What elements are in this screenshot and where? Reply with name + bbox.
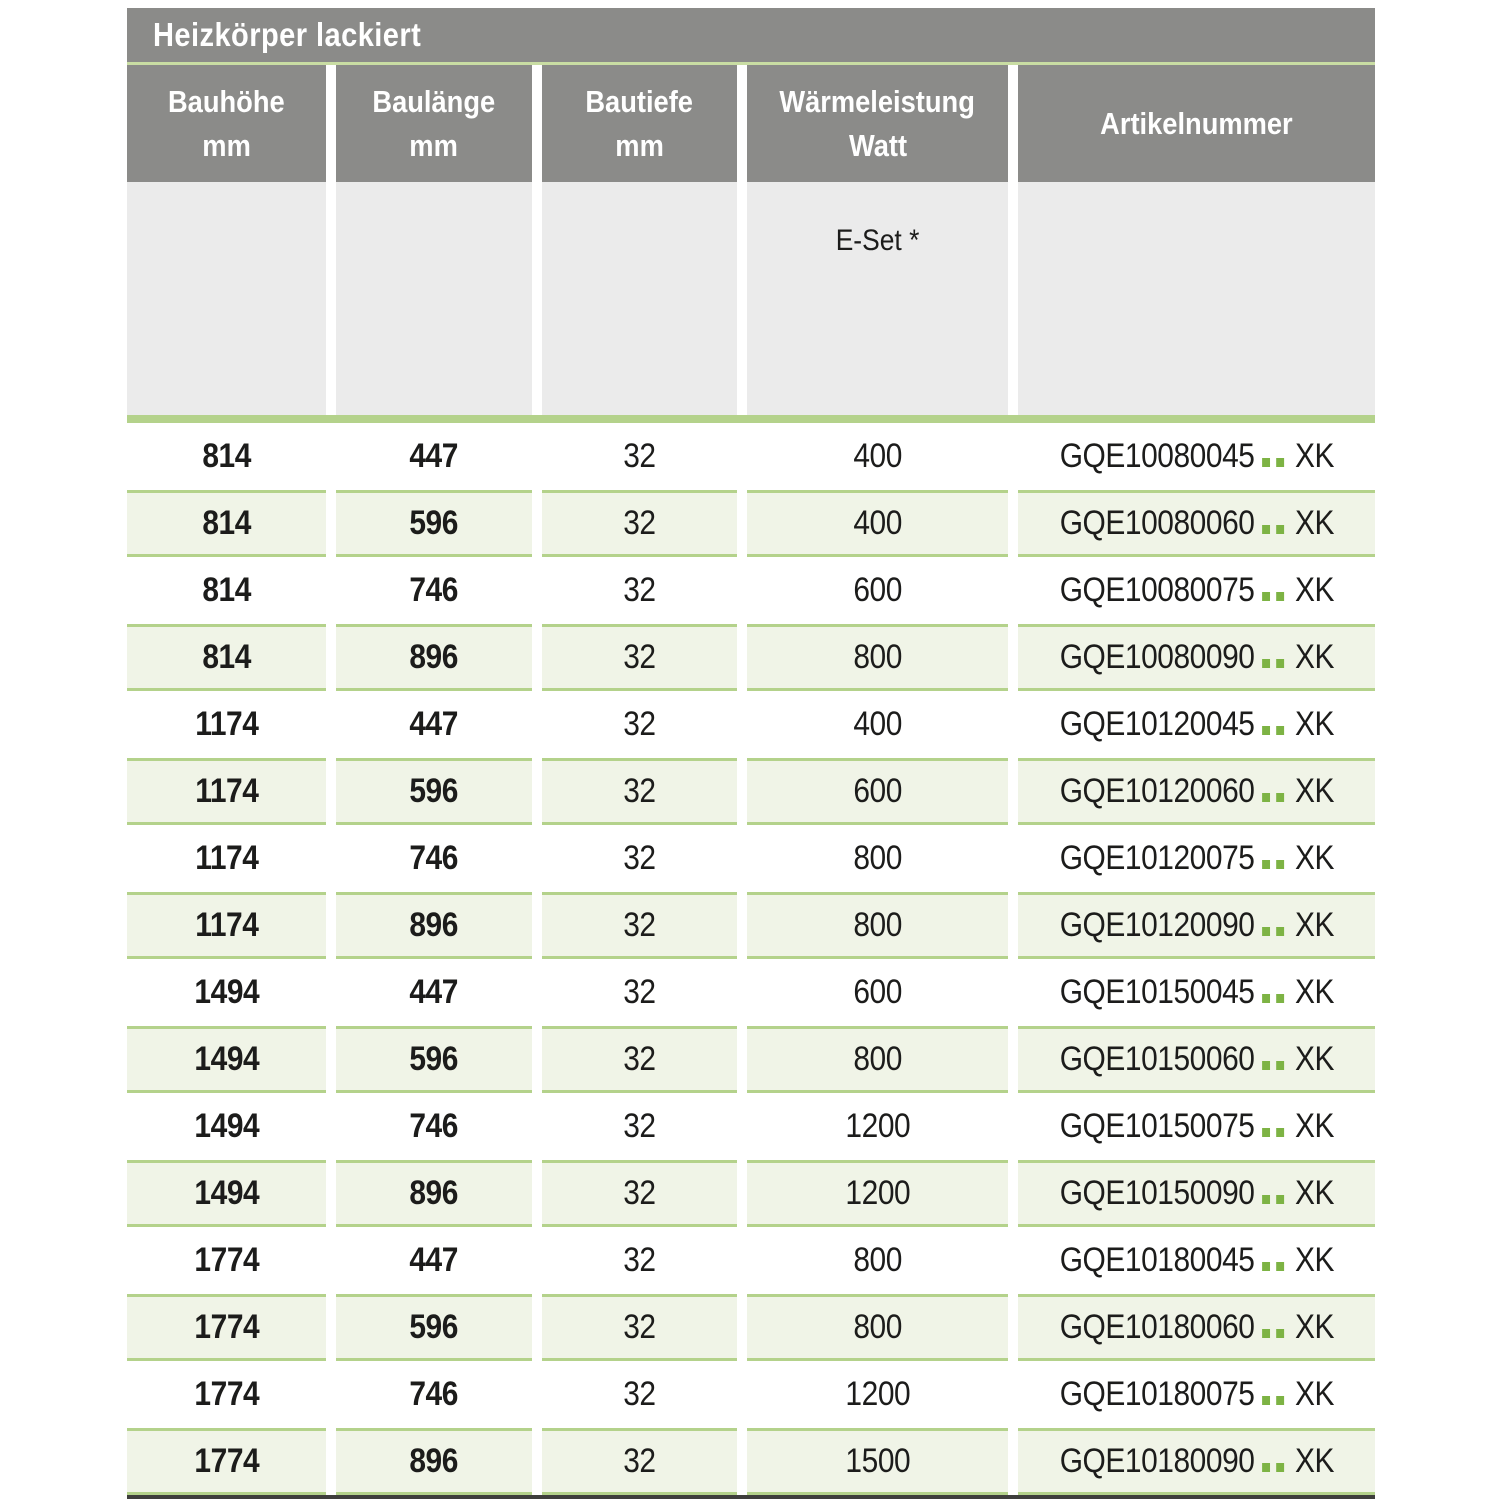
cell-artikelnummer [1018,959,1375,1026]
artikel-number: GQE10150060 [1059,1040,1255,1078]
cell-watt: 1500 [747,1428,1008,1495]
column-header-bautiefe [542,65,737,182]
cell-watt: 600 [747,557,1008,624]
table-row [127,825,1375,892]
cell-bautiefe: 32 [542,825,737,892]
column-header-bauhoehe [127,65,326,182]
table-row [127,1361,1375,1428]
cell-watt: 400 [747,490,1008,557]
artikel-number: GQE10180075 [1059,1375,1255,1413]
artikel-placeholder-dots [1262,793,1284,802]
cell-bautiefe: 32 [542,624,737,691]
cell-artikelnummer [1018,423,1375,490]
artikel-suffix: XK [1294,571,1334,609]
cell-bauhoehe: 1494 [127,1160,326,1227]
artikel-suffix: XK [1294,906,1334,944]
artikel-placeholder-dots [1262,994,1284,1003]
artikel-suffix: XK [1294,1375,1334,1413]
table-row [127,624,1375,691]
cell-artikelnummer [1018,490,1375,557]
column-label: Baulänge [372,83,496,119]
cell-baulaenge: 447 [336,691,532,758]
cell-baulaenge: 447 [336,423,532,490]
cell-watt: 800 [747,1294,1008,1361]
table-body [127,423,1375,1495]
cell-baulaenge: 896 [336,892,532,959]
artikel-placeholder-dots [1262,1329,1284,1338]
cell-artikelnummer [1018,1227,1375,1294]
cell-baulaenge: 896 [336,1428,532,1495]
cell-artikelnummer [1018,1361,1375,1428]
column-header-waermeleistung [747,65,1008,182]
column-header-artikelnummer [1018,65,1375,182]
artikel-number: GQE10120060 [1059,772,1255,810]
table-row [127,557,1375,624]
artikel-number: GQE10120075 [1059,839,1255,877]
cell-bauhoehe: 1494 [127,1093,326,1160]
artikel-placeholder-dots [1262,927,1284,936]
artikel-number: GQE10150045 [1059,973,1255,1011]
column-label: Bautiefe [585,83,694,119]
cell-artikelnummer [1018,1093,1375,1160]
table-row [127,691,1375,758]
table-row [127,892,1375,959]
artikel-number: GQE10180045 [1059,1241,1255,1279]
cell-artikelnummer [1018,691,1375,758]
subheader-cell [1018,182,1375,415]
table-row [127,758,1375,825]
cell-baulaenge: 746 [336,1093,532,1160]
column-unit: mm [409,127,459,163]
subheader-cell [127,182,326,415]
cell-artikelnummer [1018,1294,1375,1361]
cell-watt: 1200 [747,1160,1008,1227]
artikel-placeholder-dots [1262,1061,1284,1070]
column-header-baulaenge [336,65,532,182]
cell-bauhoehe: 1174 [127,758,326,825]
artikel-number: GQE10080060 [1059,504,1255,542]
cell-bautiefe: 32 [542,758,737,825]
cell-bauhoehe: 1494 [127,959,326,1026]
cell-baulaenge: 746 [336,557,532,624]
cell-baulaenge: 596 [336,758,532,825]
cell-baulaenge: 896 [336,1160,532,1227]
column-unit: Watt [848,127,907,163]
cell-watt: 600 [747,959,1008,1026]
column-label: Bauhöhe [168,83,285,119]
cell-artikelnummer [1018,1160,1375,1227]
table-row [127,423,1375,490]
column-unit: mm [615,127,664,163]
cell-bautiefe: 32 [542,1428,737,1495]
cell-watt: 800 [747,1026,1008,1093]
spec-table [127,8,1375,1499]
table-bottom-rule [127,1495,1375,1499]
column-label: Artikelnummer [1100,105,1293,141]
artikel-placeholder-dots [1262,458,1284,467]
artikel-suffix: XK [1294,1040,1334,1078]
header-separator-bar [127,415,1375,423]
artikel-number: GQE10080090 [1059,638,1255,676]
cell-bautiefe: 32 [542,1227,737,1294]
cell-bauhoehe: 1494 [127,1026,326,1093]
artikel-suffix: XK [1294,504,1334,542]
artikel-number: GQE10180090 [1059,1442,1255,1480]
column-unit: mm [202,127,251,163]
artikel-number: GQE10120045 [1059,705,1255,743]
artikel-placeholder-dots [1262,726,1284,735]
cell-bautiefe: 32 [542,490,737,557]
cell-bautiefe: 32 [542,1160,737,1227]
artikel-number: GQE10080045 [1059,437,1255,475]
artikel-placeholder-dots [1262,1128,1284,1137]
cell-watt: 1200 [747,1093,1008,1160]
artikel-number: GQE10120090 [1059,906,1255,944]
cell-bautiefe: 32 [542,423,737,490]
cell-watt: 800 [747,892,1008,959]
table-title-bar [127,8,1375,62]
artikel-suffix: XK [1294,839,1334,877]
artikel-placeholder-dots [1262,592,1284,601]
cell-bauhoehe: 1174 [127,825,326,892]
artikel-number: GQE10150075 [1059,1107,1255,1145]
cell-bautiefe: 32 [542,1093,737,1160]
artikel-suffix: XK [1294,437,1334,475]
cell-bauhoehe: 814 [127,490,326,557]
table-row [127,1428,1375,1495]
cell-bautiefe: 32 [542,959,737,1026]
artikel-suffix: XK [1294,1308,1334,1346]
artikel-suffix: XK [1294,638,1334,676]
cell-bautiefe: 32 [542,1361,737,1428]
table-title: Heizkörper lackiert [153,16,422,53]
table-row [127,1227,1375,1294]
subheader-cell [542,182,737,415]
cell-bauhoehe: 814 [127,557,326,624]
cell-bautiefe: 32 [542,557,737,624]
artikel-placeholder-dots [1262,1396,1284,1405]
artikel-number: GQE10180060 [1059,1308,1255,1346]
artikel-suffix: XK [1294,1241,1334,1279]
cell-baulaenge: 596 [336,1294,532,1361]
cell-bauhoehe: 1174 [127,892,326,959]
artikel-placeholder-dots [1262,860,1284,869]
artikel-number: GQE10150090 [1059,1174,1255,1212]
cell-artikelnummer [1018,1428,1375,1495]
column-header-row [127,65,1375,182]
artikel-number: GQE10080075 [1059,571,1255,609]
cell-baulaenge: 746 [336,825,532,892]
cell-bauhoehe: 1774 [127,1361,326,1428]
artikel-placeholder-dots [1262,1262,1284,1271]
table-row [127,959,1375,1026]
cell-bautiefe: 32 [542,1026,737,1093]
cell-watt: 800 [747,825,1008,892]
cell-watt: 400 [747,423,1008,490]
cell-baulaenge: 896 [336,624,532,691]
cell-bauhoehe: 814 [127,624,326,691]
cell-bauhoehe: 1174 [127,691,326,758]
artikel-suffix: XK [1294,1442,1334,1480]
table-row [127,1093,1375,1160]
cell-artikelnummer [1018,557,1375,624]
cell-artikelnummer [1018,624,1375,691]
artikel-suffix: XK [1294,705,1334,743]
artikel-suffix: XK [1294,973,1334,1011]
subheader-cell [336,182,532,415]
cell-watt: 800 [747,1227,1008,1294]
artikel-suffix: XK [1294,1174,1334,1212]
artikel-placeholder-dots [1262,1463,1284,1472]
artikel-suffix: XK [1294,772,1334,810]
cell-bautiefe: 32 [542,1294,737,1361]
cell-watt: 400 [747,691,1008,758]
cell-artikelnummer [1018,892,1375,959]
cell-bauhoehe: 814 [127,423,326,490]
cell-baulaenge: 596 [336,490,532,557]
subheader-eset-cell [747,182,1008,415]
cell-artikelnummer [1018,1026,1375,1093]
table-row [127,1294,1375,1361]
artikel-placeholder-dots [1262,525,1284,534]
eset-label: E-Set * [835,224,920,257]
subheader-row [127,182,1375,415]
cell-baulaenge: 447 [336,959,532,1026]
cell-bauhoehe: 1774 [127,1227,326,1294]
table-row [127,490,1375,557]
cell-bauhoehe: 1774 [127,1428,326,1495]
cell-bautiefe: 32 [542,892,737,959]
column-label: Wärmeleistung [779,83,976,119]
cell-watt: 800 [747,624,1008,691]
table-row [127,1026,1375,1093]
cell-watt: 600 [747,758,1008,825]
cell-watt: 1200 [747,1361,1008,1428]
artikel-placeholder-dots [1262,1195,1284,1204]
cell-baulaenge: 746 [336,1361,532,1428]
artikel-placeholder-dots [1262,659,1284,668]
cell-artikelnummer [1018,825,1375,892]
cell-baulaenge: 447 [336,1227,532,1294]
cell-baulaenge: 596 [336,1026,532,1093]
cell-bautiefe: 32 [542,691,737,758]
artikel-suffix: XK [1294,1107,1334,1145]
table-row [127,1160,1375,1227]
cell-bauhoehe: 1774 [127,1294,326,1361]
cell-artikelnummer [1018,758,1375,825]
